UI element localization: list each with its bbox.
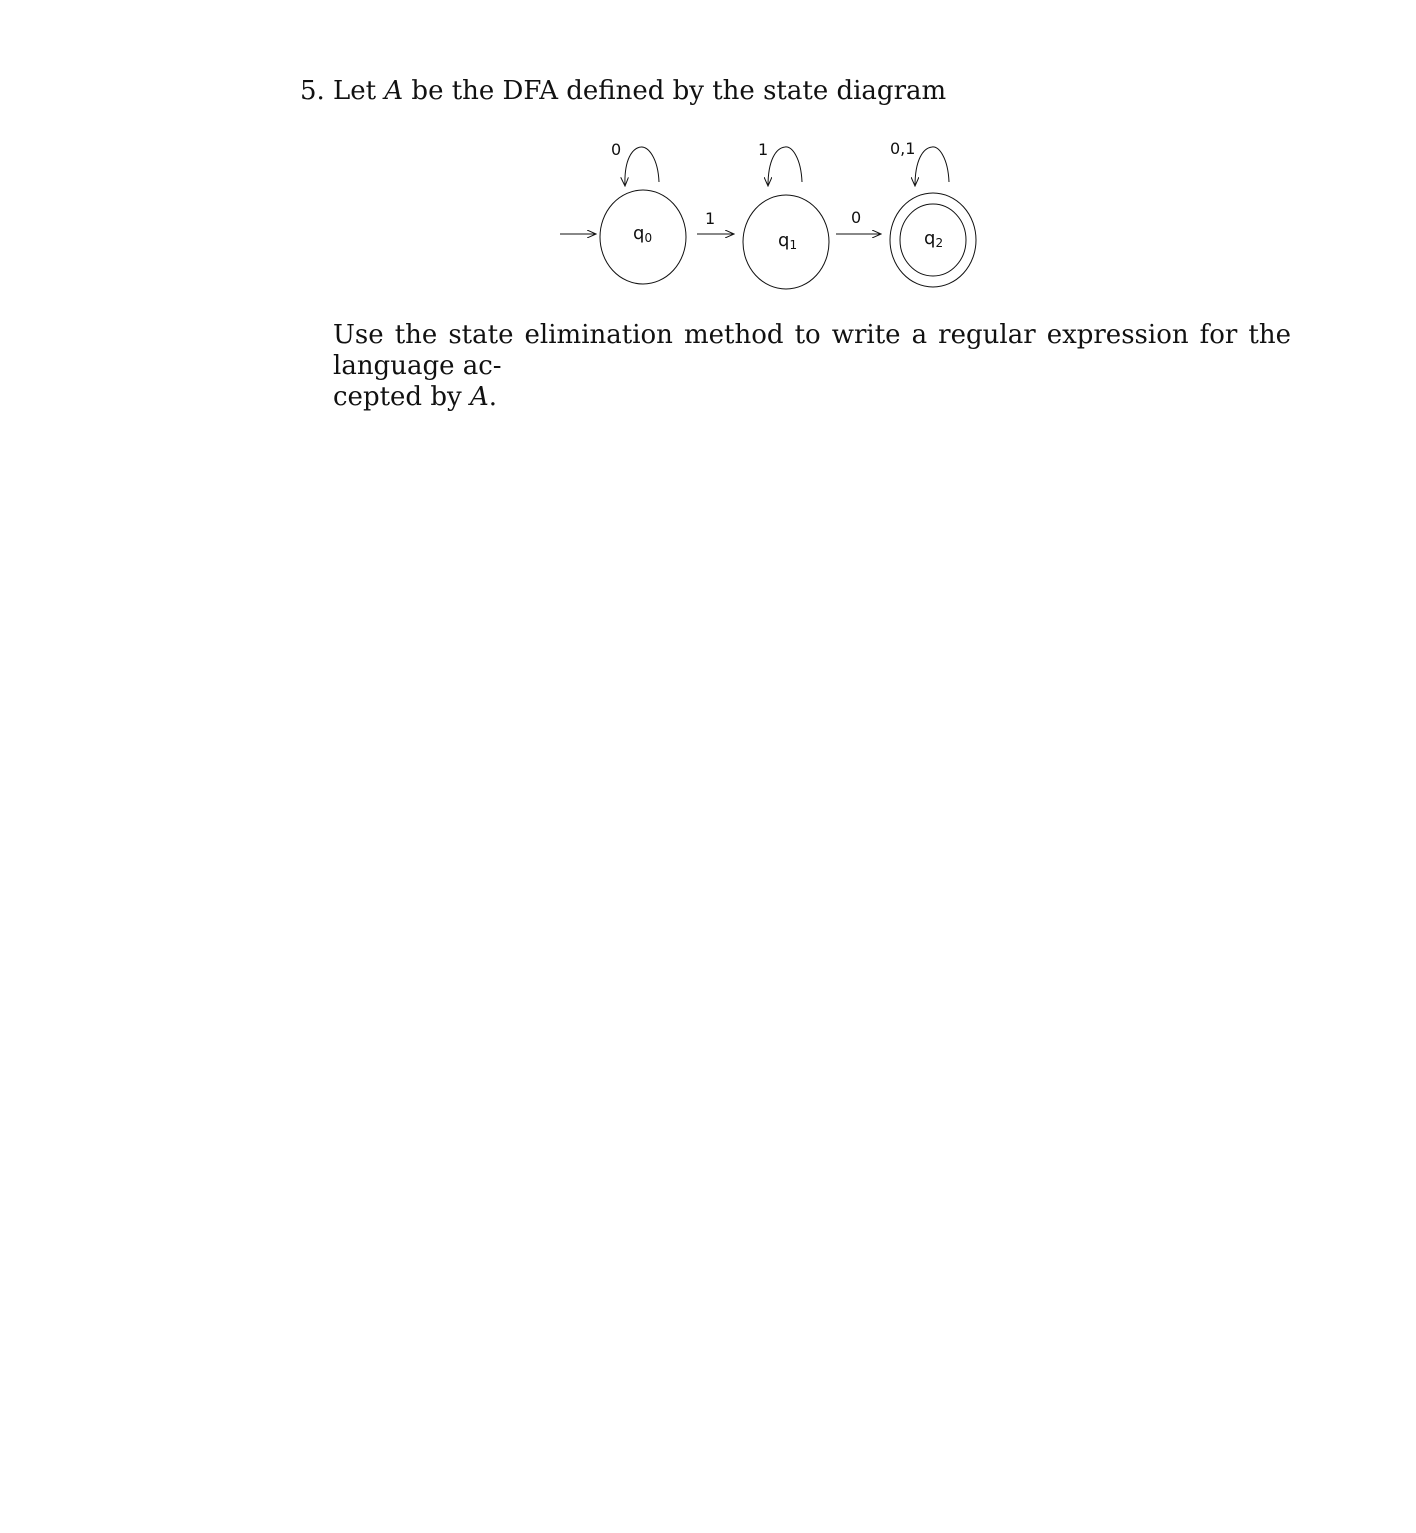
self-loop-q1 [768,147,802,186]
instruction-line-1: Use the state elimination method to write a regular expression for the language ac- [333,320,1291,381]
instruction-line-2: cepted by [333,382,462,412]
instruction-dfa-symbol: A [469,382,489,412]
instruction-period: . [488,382,497,412]
instruction-paragraph [333,320,1291,413]
state-q1 [743,195,829,289]
problem-intro-before: Let [333,76,377,106]
problem-intro [333,74,946,108]
self-loop-q0 [625,147,659,186]
dfa-symbol: A [384,76,404,106]
self-loop-q2 [915,147,949,186]
transition-q1-q2-label: 0 [851,208,862,227]
problem-intro-after: be the DFA defined by the state diagram [411,76,947,106]
state-q0 [600,190,686,284]
transition-q0-q1-label: 1 [705,209,716,228]
self-loop-q0-label: 0 [611,140,622,159]
state-q2 [890,193,976,287]
dfa-state-diagram [540,130,1000,300]
problem-number: 5. [300,76,325,106]
state-q2-label: q2 [924,228,944,250]
state-q1-label: q1 [778,230,798,252]
self-loop-q1-label: 1 [758,140,769,159]
self-loop-q2-label: 0,1 [890,139,916,158]
state-q0-label: q0 [633,223,653,245]
